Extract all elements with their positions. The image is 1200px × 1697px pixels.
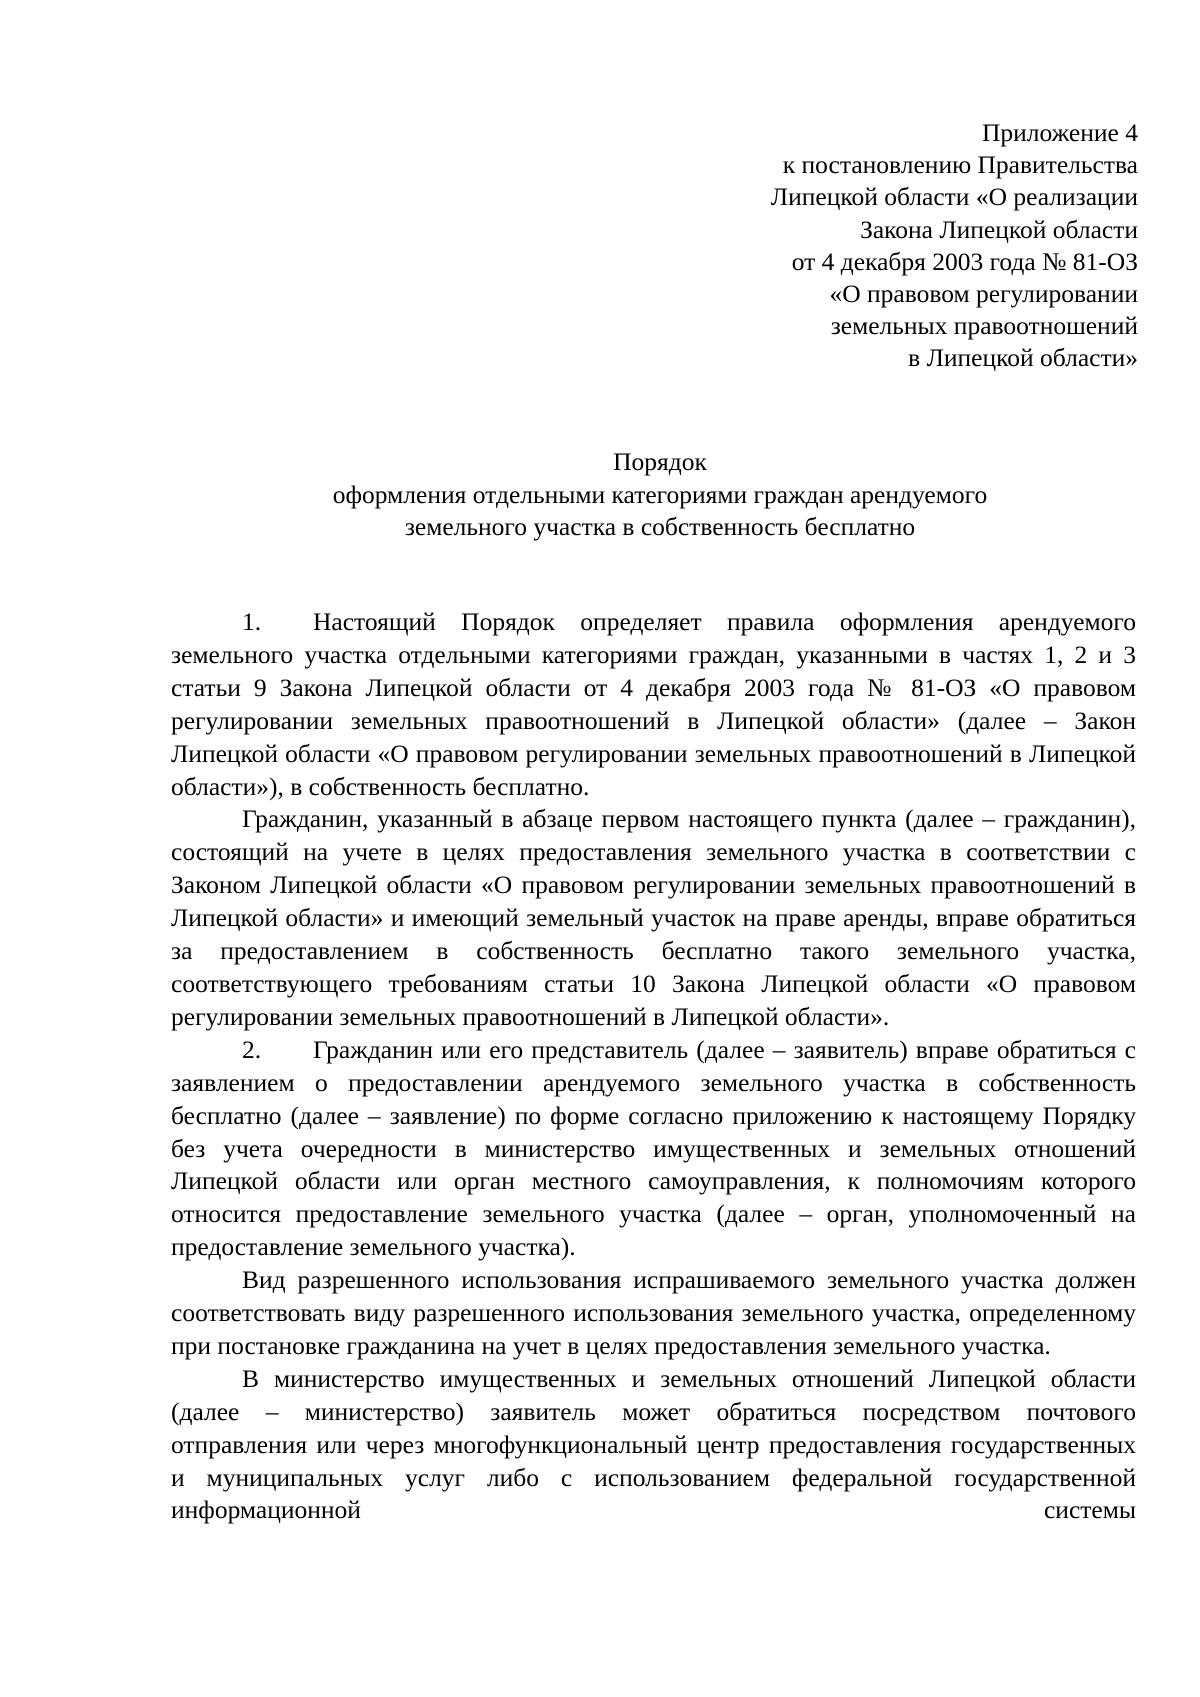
paragraph bbox=[171, 1034, 1136, 1264]
paragraph-text: Вид разрешенного использования испрашиваемого земельного участка должен соответствовать виду разрешенного использования земельного участка, определенному при постановке гражданина на учет в целях предоставления земельного участка. bbox=[171, 1265, 1136, 1360]
paragraph bbox=[171, 606, 1136, 803]
title-line: оформления отдельными категориями граждан арендуемого bbox=[332, 479, 988, 509]
annex-line: земельных правоотношений bbox=[830, 311, 1138, 341]
paragraph bbox=[171, 1363, 1136, 1528]
paragraph-text: Гражданин, указанный в абзаце первом настоящего пункта (далее – гражданин), состоящий на учете в целях предоставления земельного участка в соответствии с Законом Липецкой области «О правовом регулировании земельных правоотношений в Липецкой области» и имеющий земельный участок на праве аренды, вправе обратиться за предоставлением в собственность бесплатно такого земельного участка, соответствующего требованиям статьи 10 Закона Липецкой области «О правовом регулировании земельных правоотношений в Липецкой области». bbox=[171, 804, 1136, 1031]
document-title bbox=[0, 446, 1200, 544]
paragraph-number: 2. bbox=[242, 1034, 262, 1064]
title-line: земельного участка в собственность бесплатно bbox=[404, 512, 916, 541]
annex-line: Закона Липецкой области bbox=[860, 214, 1138, 244]
annex-line: к постановлению Правительства bbox=[782, 150, 1138, 180]
paragraph bbox=[171, 1264, 1136, 1363]
paragraph bbox=[171, 803, 1136, 1033]
annex-line: от 4 декабря 2003 года № 81-ОЗ bbox=[791, 246, 1138, 276]
annex-line: Липецкой области «О реализации bbox=[770, 182, 1138, 212]
annex-line: в Липецкой области» bbox=[908, 343, 1138, 373]
paragraph-text: В министерство имущественных и земельных отношений Липецкой области (далее – министерство) заявитель может обратиться посредством почтового отправления или через многофункциональный центр предоставления государственных и муниципальных услуг либо с использованием федеральной государственной информационной системы bbox=[171, 1363, 1136, 1525]
document-body bbox=[171, 606, 1136, 1527]
annex-line: «О правовом регулировании bbox=[829, 279, 1138, 309]
paragraph-text: Настоящий Порядок определяет правила оформления арендуемого земельного участка отдельными категориями граждан, указанными в частях 1, 2 и 3 статьи 9 Закона Липецкой области от 4 декабря 2003 года № 81-ОЗ «О правовом регулировании земельных правоотношений в Липецкой области» (далее – Закон Липецкой области «О правовом регулировании земельных правоотношений в Липецкой области»), в собственность бесплатно. bbox=[171, 607, 1136, 801]
paragraph-text: Гражданин или его представитель (далее – заявитель) вправе обратиться с заявлением о предоставлении арендуемого земельного участка в собственность бесплатно (далее – заявление) по форме согласно приложению к настоящему Порядку без учета очередности в министерство имущественных и земельных отношений Липецкой области или орган местного самоуправления, к полномочиям которого относится предоставление земельного участка (далее – орган, уполномоченный на предоставление земельного участка). bbox=[171, 1034, 1136, 1262]
title-line: Порядок bbox=[613, 447, 707, 476]
annex-line: Приложение 4 bbox=[982, 118, 1138, 147]
paragraph-number: 1. bbox=[242, 607, 262, 636]
annex-header bbox=[771, 117, 1138, 375]
